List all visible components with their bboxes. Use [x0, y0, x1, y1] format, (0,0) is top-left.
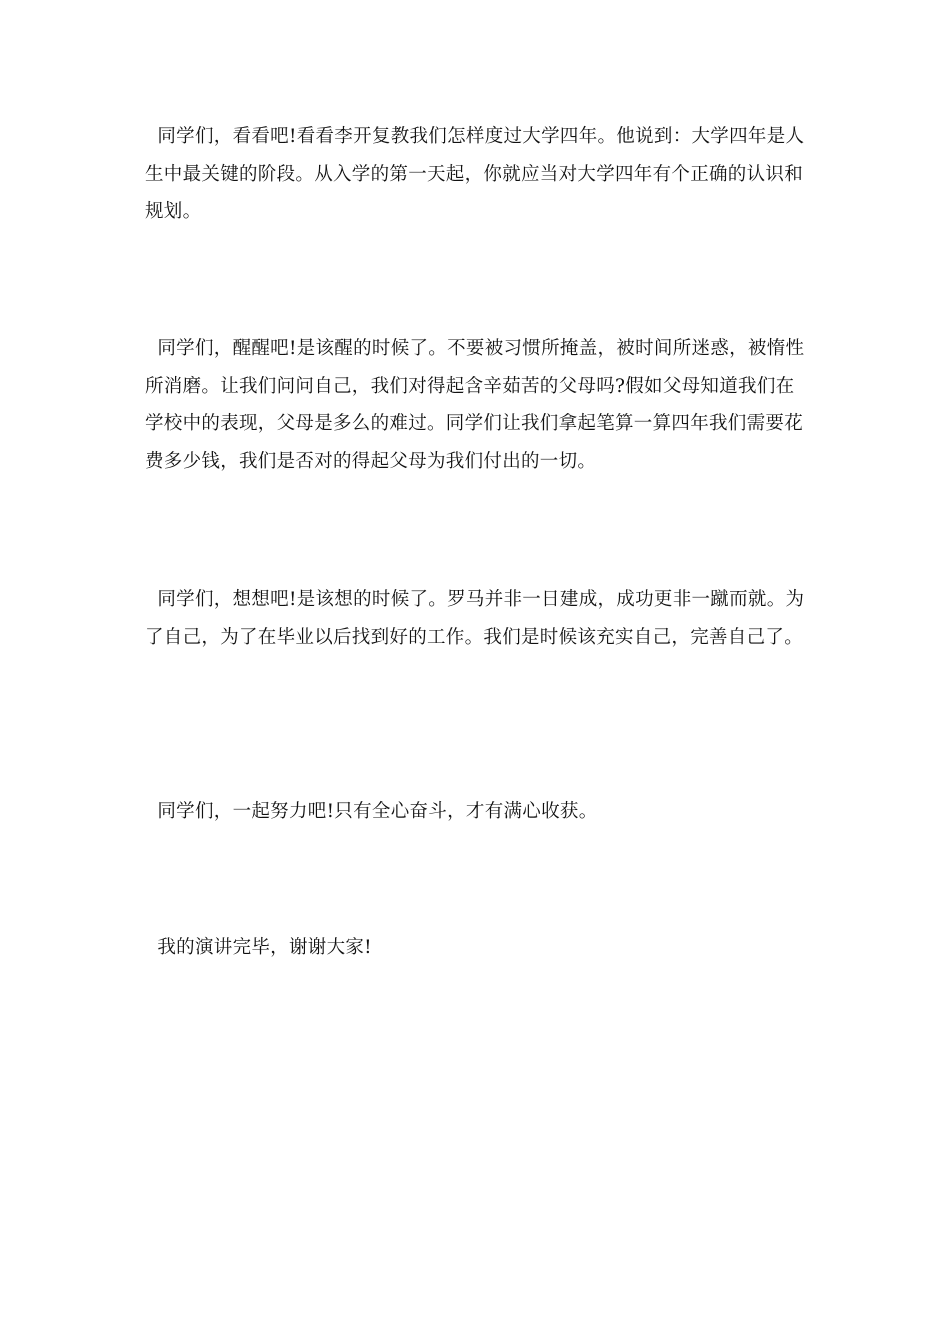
paragraph-5: 我的演讲完毕，谢谢大家! [145, 937, 372, 958]
paragraph-3: 同学们，想想吧!是该想的时候了。罗马并非一日建成，成功更非一蹴而就。为了自己，为了在毕业以后找到好的工作。我们是时候该充实自己，完善自己了。 [145, 589, 805, 648]
paragraph-1: 同学们，看看吧!看看李开复教我们怎样度过大学四年。他说到：大学四年是人生中最关键的阶段。从入学的第一天起，你就应当对大学四年有个正确的认识和规划。 [145, 126, 805, 222]
paragraph-4: 同学们，一起努力吧!只有全心奋斗，才有满心收获。 [145, 801, 598, 822]
paragraph-2: 同学们，醒醒吧!是该醒的时候了。不要被习惯所掩盖，被时间所迷惑，被惰性所消磨。让我们问问自己，我们对得起含辛茹苦的父母吗?假如父母知道我们在学校中的表现，父母是多么的难过。同学们让我们拿起笔算一算四年我们需要花费多少钱，我们是否对的得起父母为我们付出的一切。 [145, 338, 805, 472]
